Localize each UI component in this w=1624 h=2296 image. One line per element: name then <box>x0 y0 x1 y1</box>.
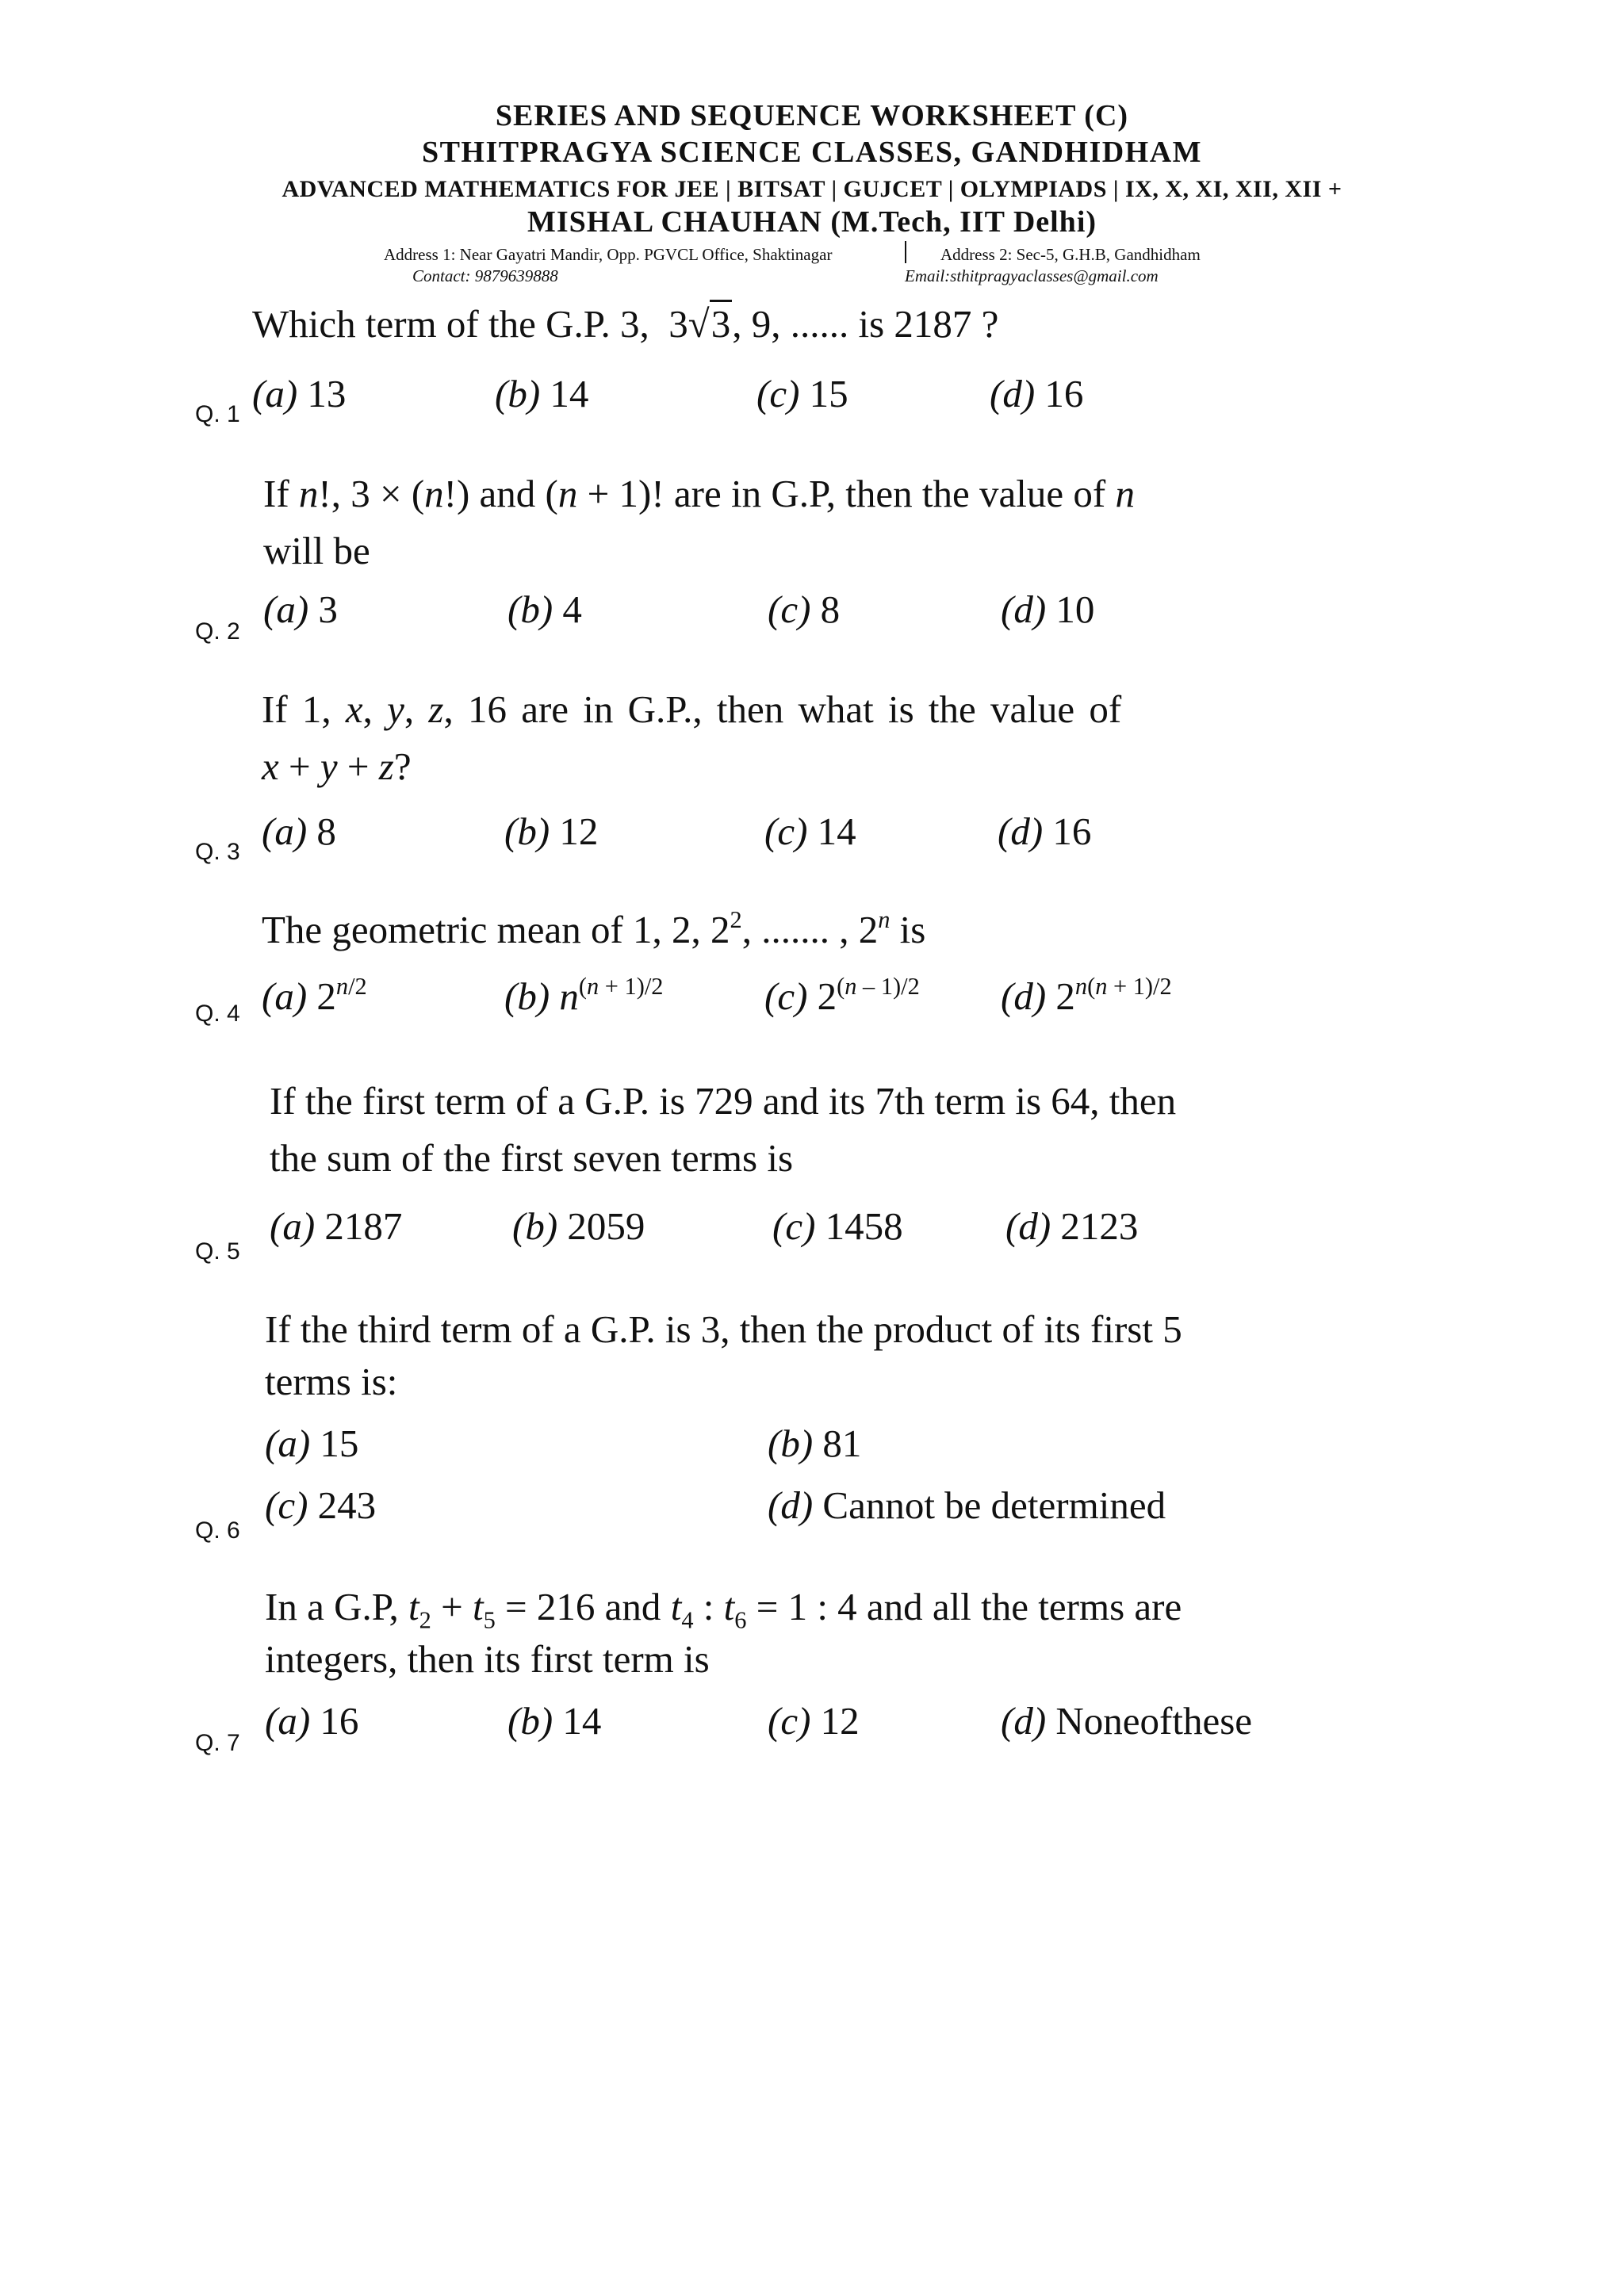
option-d[interactable]: (d) Cannot be determined <box>768 1483 1166 1527</box>
question-stem: If n!, 3 × (n!) and (n + 1)! are in G.P, then the value of n <box>263 472 1135 515</box>
question-number: Q. 7 <box>195 1730 240 1756</box>
question-number: Q. 5 <box>195 1238 240 1265</box>
question-number: Q. 1 <box>195 401 240 427</box>
contact-phone: Contact: 9879639888 <box>412 266 558 285</box>
subjects-line: ADVANCED MATHEMATICS FOR JEE | BITSAT | GUJCET | OLYMPIADS | IX, X, XI, XII, XII + <box>282 176 1342 202</box>
question-stem: In a G.P, $t_2 + t_5 = 216$ and $t_4$ : $t_6 = 1$ : 4 and all the terms are <box>265 1585 1182 1634</box>
option-a[interactable]: (a) $2^{n/2}$ <box>262 973 367 1018</box>
option-a[interactable]: (a) 15 <box>265 1422 359 1465</box>
option-b[interactable]: (b) 4 <box>508 587 582 631</box>
option-d[interactable]: (d) 10 <box>1001 587 1095 631</box>
option-d[interactable]: (d) 16 <box>998 809 1092 853</box>
option-a[interactable]: (a) 2187 <box>270 1204 403 1248</box>
question-stem-line-2: integers, then its first term is <box>265 1637 710 1681</box>
question-number: Q. 4 <box>195 1001 240 1027</box>
question-number: Q. 3 <box>195 839 240 865</box>
option-c[interactable]: (c) 243 <box>265 1483 377 1527</box>
option-d[interactable]: (d) $2^{n(n + 1)/2}$ <box>1001 973 1172 1018</box>
address-2: Address 2: Sec-5, G.H.B, Gandhidham <box>940 245 1201 264</box>
option-c[interactable]: (c) 12 <box>768 1699 860 1743</box>
question-stem-line-1: If the first term of a G.P. is 729 and its 7th term is 64, then <box>270 1079 1177 1123</box>
institute-name: STHITPRAGYA SCIENCE CLASSES, GANDHIDHAM <box>421 136 1203 169</box>
question-stem: Which term of the G.P. 3, 3√3, 9, ...... is 2187 ? <box>252 304 998 343</box>
option-a[interactable]: (a) 13 <box>252 372 347 415</box>
address-divider <box>905 241 906 263</box>
worksheet-title: SERIES AND SEQUENCE WORKSHEET (C) <box>495 99 1129 132</box>
question-number: Q. 2 <box>195 618 240 645</box>
address-1: Address 1: Near Gayatri Mandir, Opp. PGVCL Office, Shaktinagar <box>384 245 833 264</box>
teacher-name: MISHAL CHAUHAN (M.Tech, IIT Delhi) <box>527 205 1097 239</box>
question-stem-line-2: terms is: <box>265 1360 398 1403</box>
option-c[interactable]: (c) $2^{(n - 1)/2}$ <box>764 973 920 1018</box>
option-b[interactable]: (b) 14 <box>508 1699 602 1743</box>
option-c[interactable]: (c) 14 <box>764 809 856 853</box>
option-b[interactable]: (b) 81 <box>768 1422 862 1465</box>
option-b[interactable]: (b) $n^{(n + 1)/2}$ <box>504 973 664 1018</box>
question-stem: The geometric mean of 1, 2, $2^2$, ....... , 2$^n$ is <box>262 906 926 951</box>
option-b[interactable]: (b) 14 <box>495 372 589 415</box>
option-d[interactable]: (d) Noneofthese <box>1001 1699 1253 1743</box>
question-stem-line-2: x + y + z? <box>262 744 412 788</box>
question-number: Q. 6 <box>195 1517 240 1544</box>
option-c[interactable]: (c) 8 <box>768 587 841 631</box>
option-a[interactable]: (a) 16 <box>265 1699 359 1743</box>
option-a[interactable]: (a) 3 <box>263 587 338 631</box>
option-c[interactable]: (c) 15 <box>756 372 848 415</box>
question-stem-line-2: will be <box>263 529 370 572</box>
question-stem-line-1: If the third term of a G.P. is 3, then the product of its first 5 <box>265 1307 1182 1351</box>
question-stem: If 1, x, y, z, 16 are in G.P., then what is the value of <box>262 687 1122 731</box>
option-c[interactable]: (c) 1458 <box>772 1204 903 1248</box>
option-a[interactable]: (a) 8 <box>262 809 336 853</box>
option-b[interactable]: (b) 2059 <box>512 1204 645 1248</box>
option-b[interactable]: (b) 12 <box>504 809 599 853</box>
option-d[interactable]: (d) 2123 <box>1005 1204 1139 1248</box>
sqrt-symbol: √3 <box>688 304 732 343</box>
option-d[interactable]: (d) 16 <box>990 372 1084 415</box>
contact-email: Email:sthitpragyaclasses@gmail.com <box>905 266 1159 285</box>
question-stem-line-2: the sum of the first seven terms is <box>270 1136 794 1180</box>
